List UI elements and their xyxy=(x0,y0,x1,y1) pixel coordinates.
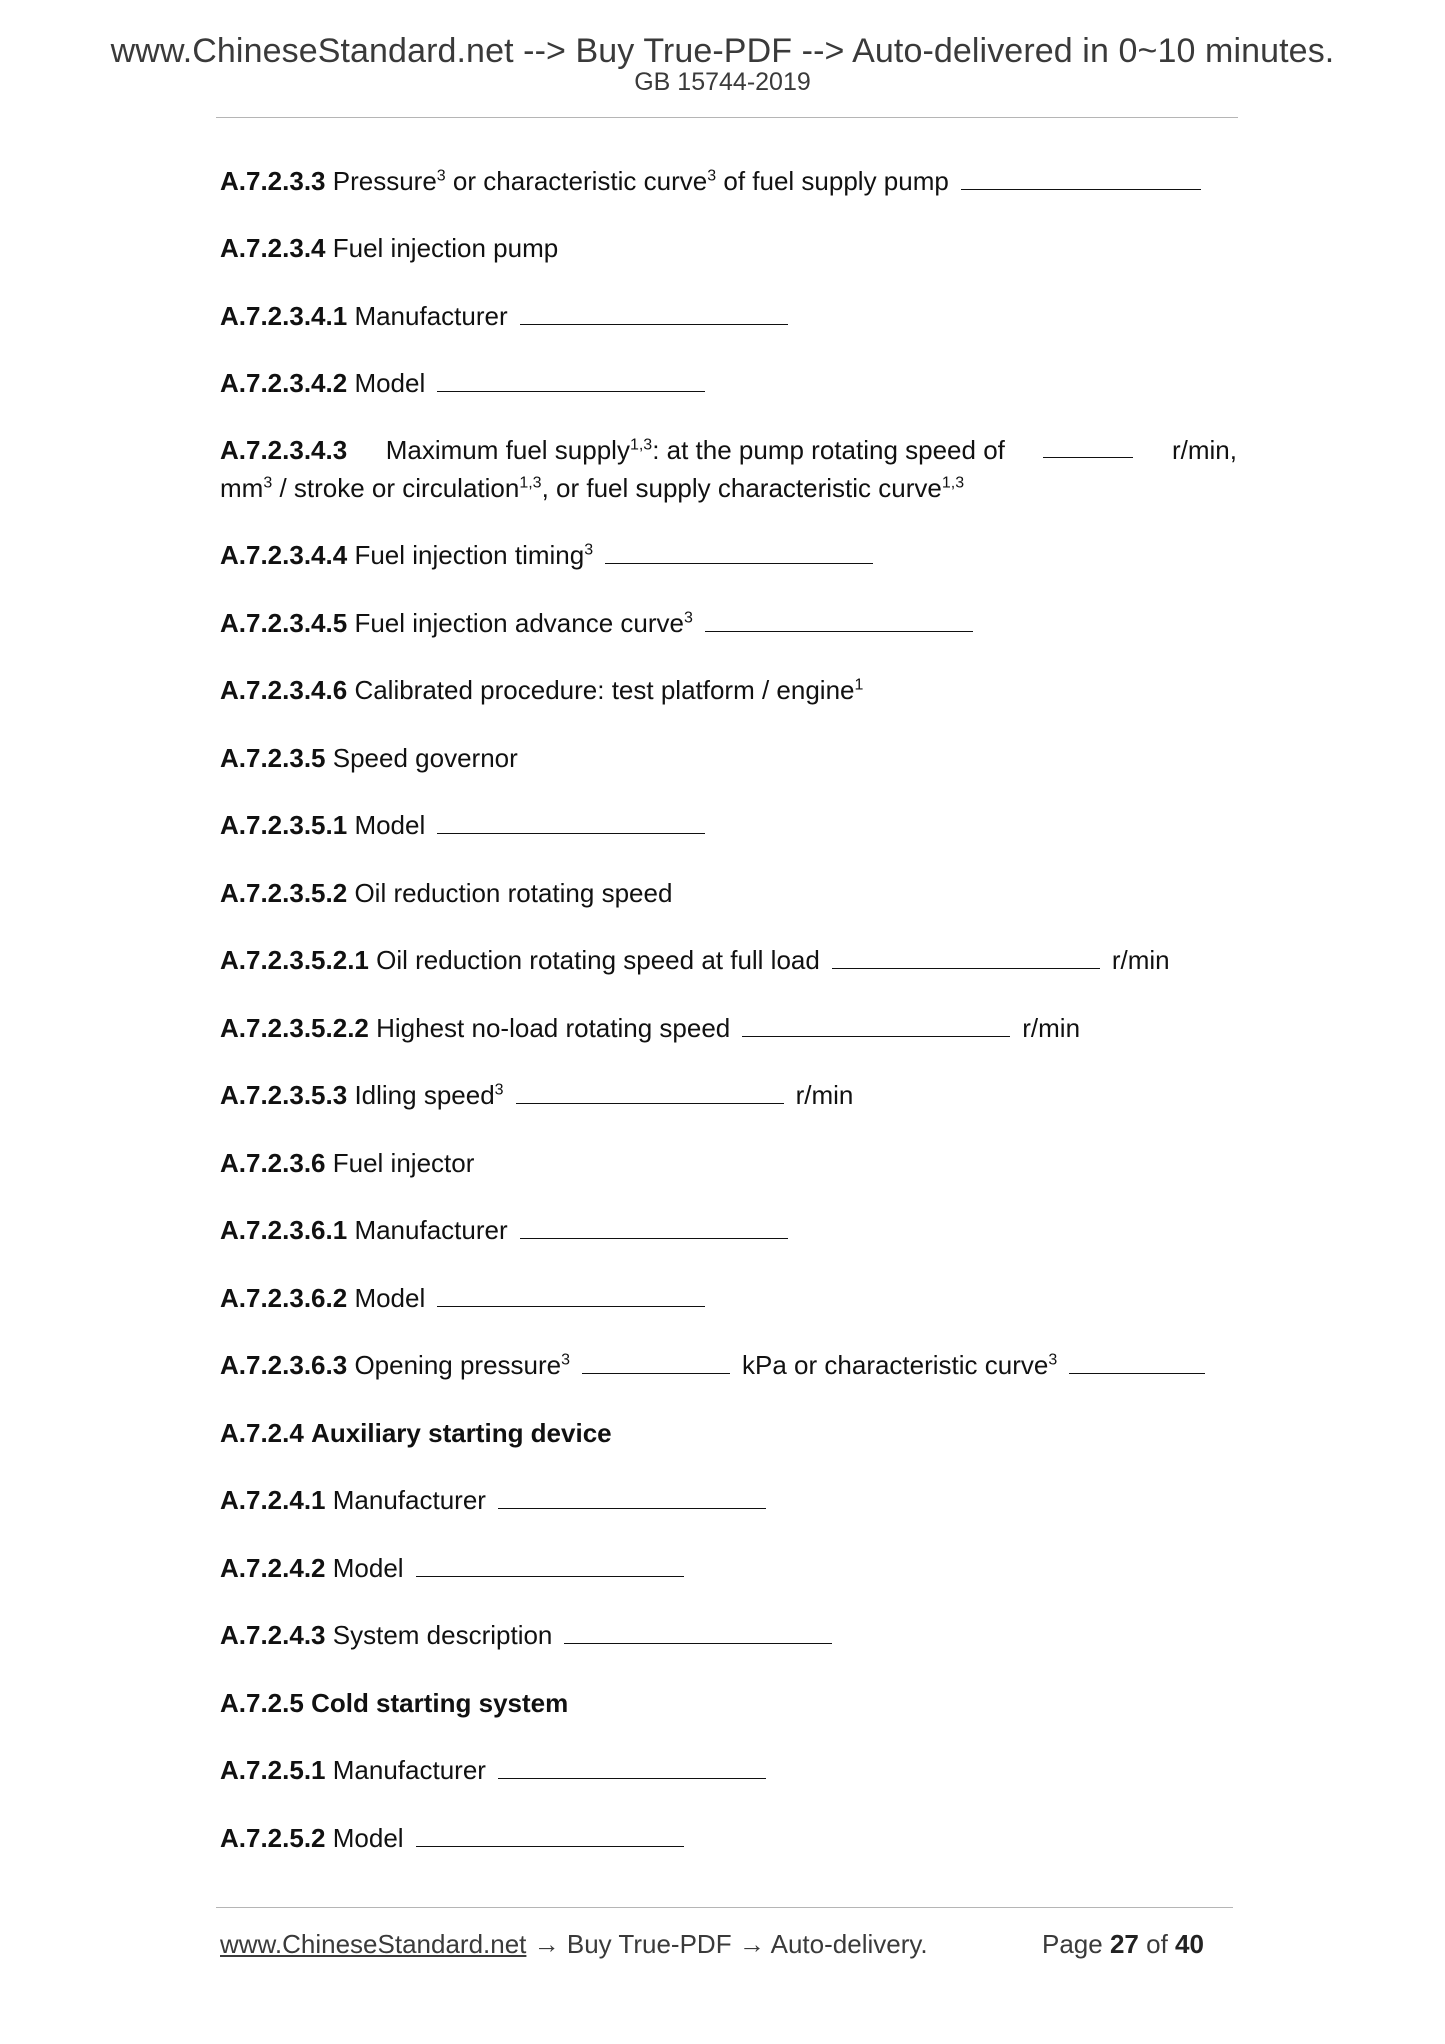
fill-blank[interactable] xyxy=(564,1617,832,1644)
fill-blank[interactable] xyxy=(1043,431,1133,458)
fill-blank[interactable] xyxy=(1069,1347,1205,1374)
fill-blank[interactable] xyxy=(520,1212,788,1239)
clause-number: A.7.2.3.4.5 xyxy=(220,608,348,638)
clause-a723352: A.7.2.3.5.2 Oil reduction rotating speed xyxy=(220,878,673,908)
clause-a72334: A.7.2.3.4 Fuel injection pump xyxy=(220,233,559,263)
clause-number: A.7.2.4 xyxy=(220,1418,304,1448)
clause-a723343-line2: $mm^3$ / stroke or circulation$^{1,3}$, or fuel supply characteristic curve$^{1,3}$ xyxy=(220,473,965,503)
clause-a723345: A.7.2.3.4.5 Fuel injection advance curve$^3$ xyxy=(220,604,973,642)
top-banner: www.ChineseStandard.net --> Buy True-PDF --> Auto-delivered in 0~10 minutes. xyxy=(110,32,1335,70)
clause-number: A.7.2.3.6.2 xyxy=(220,1283,348,1313)
clause-a7233522: A.7.2.3.5.2.2 Highest no-load rotating speed r/min xyxy=(220,1009,1080,1047)
arrow-icon: → xyxy=(533,1929,560,1959)
fill-blank[interactable] xyxy=(742,1010,1010,1037)
arrow-icon: → xyxy=(738,1929,765,1959)
clause-number: A.7.2.3.4.6 xyxy=(220,675,348,705)
fill-blank[interactable] xyxy=(705,605,973,632)
footer-links: www.ChineseStandard.net → Buy True-PDF → Auto-delivery. xyxy=(220,1929,928,1959)
page-indicator: Page 27 of 40 xyxy=(1042,1929,1204,1959)
fill-blank[interactable] xyxy=(520,298,788,325)
clause-a723342: A.7.2.3.4.2 Model xyxy=(220,364,705,402)
clause-a72335: A.7.2.3.5 Speed governor xyxy=(220,743,518,773)
fill-blank[interactable] xyxy=(437,365,705,392)
clause-number: A.7.2.3.5.3 xyxy=(220,1080,348,1110)
fill-blank[interactable] xyxy=(832,942,1100,969)
clause-a723351: A.7.2.3.5.1 Model xyxy=(220,806,705,844)
site-link[interactable]: www.ChineseStandard.net xyxy=(220,1929,527,1959)
standard-code: GB 15744-2019 xyxy=(634,68,811,96)
clause-number: A.7.2.3.6.3 xyxy=(220,1350,348,1380)
clause-a723344: A.7.2.3.4.4 Fuel injection timing$^3$ xyxy=(220,536,873,574)
clause-number: A.7.2.3.5.2.1 xyxy=(220,945,369,975)
clause-number: A.7.2.3.6 xyxy=(220,1148,326,1178)
clause-number: A.7.2.5 xyxy=(220,1688,304,1718)
fill-blank[interactable] xyxy=(961,163,1201,190)
fill-blank[interactable] xyxy=(516,1077,784,1104)
clause-a72252: A.7.2.5.2 Model xyxy=(220,1819,684,1857)
clause-number: A.7.2.4.2 xyxy=(220,1553,326,1583)
clause-a72333: A.7.2.3.3 Pressure$^3$ or characteristic curve$^3$ of fuel supply pump xyxy=(220,162,1201,200)
fill-blank[interactable] xyxy=(498,1482,766,1509)
clause-number: A.7.2.3.5.1 xyxy=(220,810,348,840)
fill-blank[interactable] xyxy=(498,1752,766,1779)
clause-a72251: A.7.2.5.1 Manufacturer xyxy=(220,1751,766,1789)
clause-number: A.7.2.3.4.1 xyxy=(220,301,348,331)
clause-number: A.7.2.3.5.2.2 xyxy=(220,1013,369,1043)
clause-number: A.7.2.5.1 xyxy=(220,1755,326,1785)
clause-number: A.7.2.4.3 xyxy=(220,1620,326,1650)
clause-a7233521: A.7.2.3.5.2.1 Oil reduction rotating speed at full load r/min xyxy=(220,941,1170,979)
footer-divider xyxy=(216,1907,1233,1908)
clause-number: A.7.2.3.4.4 xyxy=(220,540,348,570)
fill-blank[interactable] xyxy=(582,1347,730,1374)
fill-blank[interactable] xyxy=(416,1820,684,1847)
section-heading: Auxiliary starting device xyxy=(311,1418,612,1448)
clause-a7724 xyxy=(220,1414,612,1452)
clause-a723353: A.7.2.3.5.3 Idling speed$^3$ r/min xyxy=(220,1076,853,1114)
fill-blank[interactable] xyxy=(437,807,705,834)
clause-a723343-line1: A.7.2.3.4.3 Maximum fuel supply$^{1,3}$: at the pump rotating speed of r/min, xyxy=(220,431,1237,469)
clause-number: A.7.2.3.4.2 xyxy=(220,368,348,398)
clause-a723341: A.7.2.3.4.1 Manufacturer xyxy=(220,297,788,335)
clause-a72336: A.7.2.3.6 Fuel injector xyxy=(220,1148,475,1178)
clause-number: A.7.2.4.1 xyxy=(220,1485,326,1515)
clause-number: A.7.2.3.5 xyxy=(220,743,326,773)
clause-number: A.7.2.3.6.1 xyxy=(220,1215,348,1245)
clause-a72241: A.7.2.4.1 Manufacturer xyxy=(220,1481,766,1519)
clause-a723346: A.7.2.3.4.6 Calibrated procedure: test platform / engine$^1$ xyxy=(220,675,864,705)
clause-a7725 xyxy=(220,1684,568,1722)
header-divider xyxy=(216,117,1238,118)
clause-a72242: A.7.2.4.2 Model xyxy=(220,1549,684,1587)
clause-number: A.7.2.3.4 xyxy=(220,233,326,263)
fill-blank[interactable] xyxy=(437,1280,705,1307)
clause-a72243: A.7.2.4.3 System description xyxy=(220,1616,832,1654)
clause-number: A.7.2.3.3 xyxy=(220,166,326,196)
fill-blank[interactable] xyxy=(605,537,873,564)
fill-blank[interactable] xyxy=(416,1550,684,1577)
clause-number: A.7.2.3.4.3 xyxy=(220,435,348,465)
clause-a723361: A.7.2.3.6.1 Manufacturer xyxy=(220,1211,788,1249)
clause-a723362: A.7.2.3.6.2 Model xyxy=(220,1279,705,1317)
section-heading: Cold starting system xyxy=(311,1688,569,1718)
clause-number: A.7.2.5.2 xyxy=(220,1823,326,1853)
clause-a723363: A.7.2.3.6.3 Opening pressure$^3$ kPa or characteristic curve$^3$ xyxy=(220,1346,1205,1384)
clause-number: A.7.2.3.5.2 xyxy=(220,878,348,908)
